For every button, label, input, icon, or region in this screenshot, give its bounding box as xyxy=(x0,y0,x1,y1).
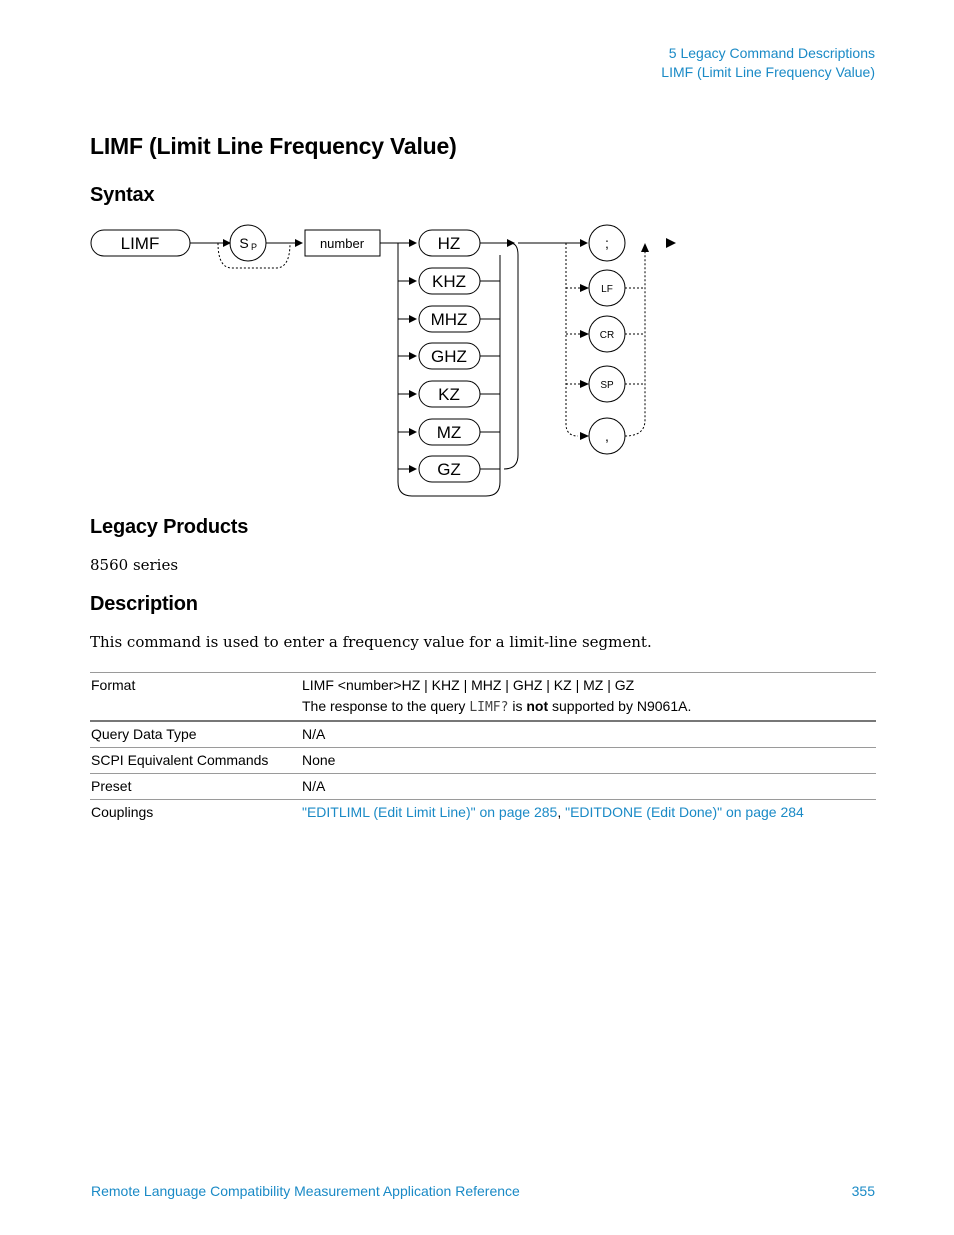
editdone-link[interactable]: "EDITDONE (Edit Done)" on page 284 xyxy=(565,804,804,820)
table-row xyxy=(90,673,876,722)
syntax-heading: Syntax xyxy=(90,184,155,206)
table-row xyxy=(90,748,876,774)
unit-label: KZ xyxy=(438,385,460,404)
terminator-label: ; xyxy=(605,235,609,251)
description-text: This command is used to enter a frequency value for a limit-line segment. xyxy=(90,633,652,651)
unit-label: GHZ xyxy=(431,347,467,366)
row-label: Query Data Type xyxy=(91,726,197,742)
page-number: 355 xyxy=(851,1183,875,1199)
unit-label: KHZ xyxy=(432,272,466,291)
note-bold: not xyxy=(526,698,549,714)
footer-title: Remote Language Compatibility Measurement Application Reference xyxy=(91,1183,520,1199)
table-row xyxy=(90,774,876,800)
description-heading: Description xyxy=(90,593,198,615)
separator: , xyxy=(557,804,566,820)
legacy-products-heading: Legacy Products xyxy=(90,516,249,538)
limf-label: LIMF xyxy=(120,234,160,253)
format-note xyxy=(302,698,875,715)
format-value-cell xyxy=(301,673,876,722)
format-value: LIMF <number>HZ | KHZ | MHZ | GHZ | KZ | MZ | GZ xyxy=(302,677,635,693)
legacy-products-text: 8560 series xyxy=(90,556,179,574)
sp-sub-label: P xyxy=(250,242,258,252)
terminator-label: SP xyxy=(600,380,614,391)
unit-label: MHZ xyxy=(430,310,468,329)
couplings-label: Couplings xyxy=(91,804,154,820)
row-value: None xyxy=(302,752,336,768)
format-label: Format xyxy=(91,677,136,693)
properties-table xyxy=(90,672,876,825)
row-label: SCPI Equivalent Commands xyxy=(91,752,269,768)
editliml-link[interactable]: "EDITLIML (Edit Limit Line)" on page 285 xyxy=(302,804,558,820)
sp-label: S xyxy=(239,235,249,251)
terminator-label: CR xyxy=(599,330,615,341)
unit-label: GZ xyxy=(437,460,461,479)
note-text: is xyxy=(508,698,527,714)
note-text: The response to the query xyxy=(302,698,470,714)
query-code: LIMF? xyxy=(469,700,509,715)
running-header-chapter: 5 Legacy Command Descriptions xyxy=(668,45,875,61)
unit-label: HZ xyxy=(437,234,461,253)
couplings-value xyxy=(301,800,876,826)
terminator-label: LF xyxy=(601,284,613,295)
syntax-diagram xyxy=(85,222,685,502)
unit-label: MZ xyxy=(436,423,462,442)
row-value: N/A xyxy=(302,778,326,794)
table-row xyxy=(90,721,876,748)
running-header-section: LIMF (Limit Line Frequency Value) xyxy=(661,64,875,80)
number-label: number xyxy=(319,236,365,251)
row-label: Preset xyxy=(91,778,132,794)
page-title: LIMF (Limit Line Frequency Value) xyxy=(90,133,457,159)
terminator-label: , xyxy=(605,428,609,444)
note-text: supported by N9061A. xyxy=(548,698,692,714)
row-value: N/A xyxy=(302,726,326,742)
table-row xyxy=(90,800,876,826)
